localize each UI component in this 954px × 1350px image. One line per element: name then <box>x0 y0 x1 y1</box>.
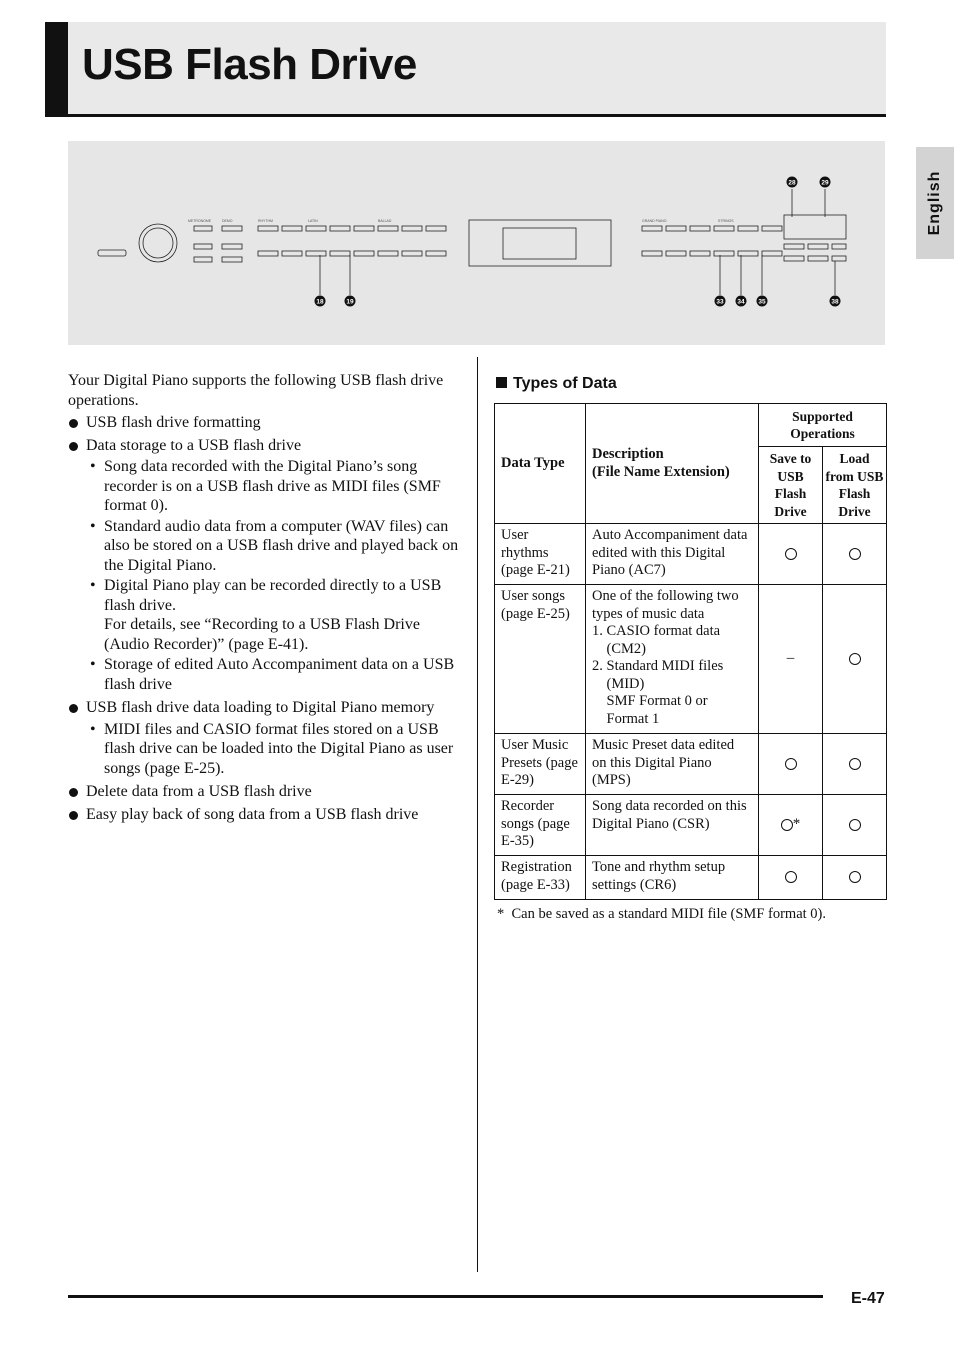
section-heading <box>496 375 617 393</box>
callout-number: 35 <box>758 298 766 306</box>
supported-circle-icon <box>849 653 861 665</box>
bullet-item: Delete data from a USB flash drive <box>68 782 463 802</box>
sub-bullet-item: • Storage of edited Auto Accompaniment data on a USB flash drive <box>68 655 463 694</box>
footer-rule <box>68 1295 823 1298</box>
svg-text:LATIN: LATIN <box>308 219 318 223</box>
cell-save <box>759 856 823 900</box>
supported-circle-icon <box>849 758 861 770</box>
cell-description: One of the following two types of music data 1. CASIO format data (CM2) 2. Standard MIDI files (MID) SMF Format 0 or Format 1 <box>586 585 759 734</box>
svg-text:STRINGS: STRINGS <box>718 219 734 223</box>
table-row <box>495 585 887 734</box>
table-header-row <box>495 404 887 447</box>
supported-circle-icon <box>785 758 797 770</box>
cell-save <box>759 524 823 585</box>
cell-load <box>823 734 887 795</box>
bullet-item: Data storage to a USB flash drive <box>68 436 463 456</box>
svg-text:BALLAD: BALLAD <box>378 219 392 223</box>
sub-bullet-item: • Digital Piano play can be recorded directly to a USB flash drive. For details, see “Recording to a USB Flash Drive (Audio Recorder)” (page E-41). <box>68 576 463 654</box>
header-supported-operations: Supported Operations <box>759 404 887 447</box>
cell-description: Tone and rhythm setup settings (CR6) <box>586 856 759 900</box>
table-row <box>495 524 887 585</box>
callout-number: 18 <box>316 298 324 306</box>
supported-circle-icon <box>785 548 797 560</box>
cell-type: User Music Presets (page E-29) <box>495 734 586 795</box>
page-title: USB Flash Drive <box>82 40 417 89</box>
callout-number: 19 <box>346 298 354 306</box>
data-types-table <box>494 403 887 900</box>
header-save: Save to USB Flash Drive <box>759 447 823 524</box>
supported-circle-icon <box>849 819 861 831</box>
cell-description: Song data recorded on this Digital Piano (CSR) <box>586 795 759 856</box>
cell-type: Recorder songs (page E-35) <box>495 795 586 856</box>
callout-number: 33 <box>716 298 724 306</box>
svg-text:GRAND PIANO: GRAND PIANO <box>642 219 667 223</box>
page-number: E-47 <box>851 1290 885 1307</box>
column-divider <box>477 357 478 1272</box>
bullet-item: USB flash drive data loading to Digital Piano memory <box>68 698 463 718</box>
callout-number: 29 <box>821 179 829 187</box>
section-heading-text: Types of Data <box>513 375 617 392</box>
callout-number: 34 <box>737 298 745 306</box>
supported-circle-icon <box>849 548 861 560</box>
cell-description: Auto Accompaniment data edited with this Digital Piano (AC7) <box>586 524 759 585</box>
bullet-item: USB flash drive formatting <box>68 413 463 433</box>
header-data-type: Data Type <box>495 404 586 524</box>
intro-text: Your Digital Piano supports the following USB flash drive operations. <box>68 372 444 409</box>
asterisk-mark: * <box>792 816 801 833</box>
cell-save <box>759 795 823 856</box>
language-tab-label: English <box>926 170 943 236</box>
cell-type: Registration (page E-33) <box>495 856 586 900</box>
cell-load <box>823 524 887 585</box>
header-description: Description (File Name Extension) <box>586 404 759 524</box>
cell-load <box>823 856 887 900</box>
cell-type: User rhythms (page E-21) <box>495 524 586 585</box>
cell-type: User songs (page E-25) <box>495 585 586 734</box>
cell-load <box>823 795 887 856</box>
svg-text:DEMO: DEMO <box>222 219 233 223</box>
control-panel-illustration <box>68 141 885 345</box>
callout-number: 28 <box>788 179 796 187</box>
callout-number: 38 <box>831 298 839 306</box>
control-panel-drawing <box>68 141 885 345</box>
supported-circle-icon <box>785 871 797 883</box>
table-row <box>495 795 887 856</box>
table-footnote: * Can be saved as a standard MIDI file (SMF format 0). <box>497 906 826 922</box>
svg-text:METRONOME: METRONOME <box>188 219 212 223</box>
table-row <box>495 856 887 900</box>
supported-circle-icon <box>849 871 861 883</box>
sub-bullet-item: • Song data recorded with the Digital Piano’s song recorder is on a USB flash drive as MIDI files (SMF format 0). <box>68 457 463 516</box>
bullet-item: Easy play back of song data from a USB flash drive <box>68 805 463 825</box>
cell-save <box>759 734 823 795</box>
svg-text:RHYTHM: RHYTHM <box>258 219 273 223</box>
language-tab <box>916 147 954 259</box>
sub-bullet-item: • MIDI files and CASIO format files stored on a USB flash drive can be loaded into the Digital Piano as user songs (page E-25). <box>68 720 463 779</box>
header-load: Load from USB Flash Drive <box>823 447 887 524</box>
table-row <box>495 734 887 795</box>
cell-load <box>823 585 887 734</box>
intro-section <box>68 371 463 826</box>
cell-save: – <box>759 585 823 734</box>
supported-circle-icon <box>781 819 793 831</box>
cell-description: Music Preset data edited on this Digital Piano (MPS) <box>586 734 759 795</box>
square-bullet-icon <box>496 377 507 388</box>
sub-bullet-item: • Standard audio data from a computer (WAV files) can also be stored on a USB flash drive and played back on the Digital Piano. <box>68 517 463 576</box>
title-accent-bar <box>45 22 68 117</box>
